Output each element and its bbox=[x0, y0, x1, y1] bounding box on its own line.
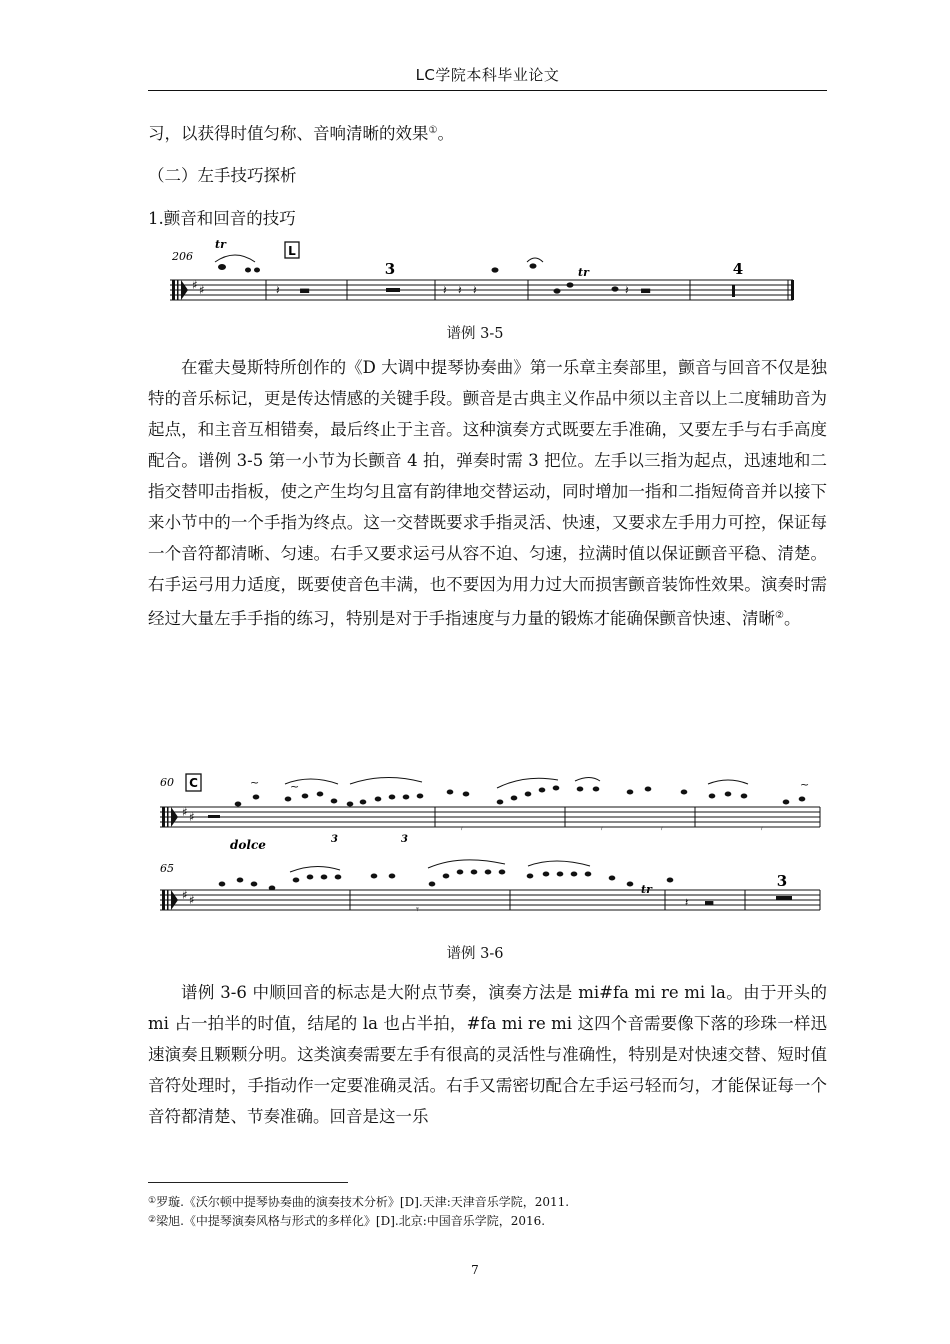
tuplet-mark: 3 bbox=[331, 834, 338, 845]
footnote-ref-1[interactable]: ① bbox=[428, 125, 438, 136]
page-number: 7 bbox=[471, 1263, 479, 1277]
multirest-count: 3 bbox=[384, 260, 396, 278]
running-header: LC学院本科毕业论文 bbox=[415, 66, 560, 84]
continued-line-text: 习，以获得时值匀称、音响清晰的效果 bbox=[148, 124, 429, 143]
svg-text:~: ~ bbox=[250, 776, 260, 789]
footnote-rule bbox=[148, 1182, 348, 1183]
measure-number-65: 65 bbox=[160, 862, 174, 875]
svg-text:𝄽: 𝄽 bbox=[685, 896, 689, 909]
svg-text:𝄽: 𝄽 bbox=[276, 283, 280, 297]
paragraph-turn: 谱例 3-6 中顺回音的标志是大附点节奏，演奏方法是 mi#fa mi re mi la。由于开头的 mi 占一拍半的时值，结尾的 la 也占半拍，#fa mi re mi 这四个音需要像下落的珍珠一样迅速演奏且颗颗分明。这类演奏需要左手有很高的灵活性与准确性，特别是对快速交替、短时值音符处理时，手指动作一定要准确灵活。右手又需密切配合左手运弓轻而匀，才能保证每一个音符都清楚、节奏准确。回音是这一乐 bbox=[148, 983, 827, 1126]
svg-text:♯: ♯ bbox=[189, 893, 195, 907]
svg-text:𝄽: 𝄽 bbox=[443, 283, 447, 297]
svg-text:𝄽: 𝄽 bbox=[625, 283, 629, 297]
svg-text:♯: ♯ bbox=[182, 805, 188, 819]
tuplet-mark-2: 3 bbox=[401, 834, 408, 845]
footnote-1-mark: ① bbox=[148, 1196, 157, 1206]
footnote-2-text: 梁旭.《中提琴演奏风格与形式的多样化》[D].北京:中国音乐学院，2016. bbox=[156, 1214, 546, 1228]
paragraph-trill bbox=[148, 352, 827, 634]
multirest-count-2: 4 bbox=[732, 260, 744, 278]
svg-text:~: ~ bbox=[800, 778, 810, 791]
svg-text:▬: ▬ bbox=[704, 896, 715, 909]
footnote-1 bbox=[148, 1193, 569, 1210]
multirest-count: 3 bbox=[776, 872, 788, 890]
svg-text:𝄾: 𝄾 bbox=[416, 903, 419, 916]
svg-text:𝄽: 𝄽 bbox=[473, 283, 477, 297]
paragraph-trill-text: 在霍夫曼斯特所创作的《D 大调中提琴协奏曲》第一乐章主奏部里，颤音与回音不仅是独特的音乐标记，更是传达情感的关键手段。颤音是古典主义作品中须以主音以上二度辅助音为起点，和主音互相错奏，最后终止于主音。这种演奏方式既要左手准确，又要左手与右手高度配合。谱例 3-5 第一小节为长颤音 4 拍，弹奏时需 3 把位。左手以三指为起点，迅速地和二指交替叩击指板，使之产生均匀且富有韵律地交替运动，同时增加一指和二指短倚音并以接下来小节中的一个手指为终点。这一交替既要求手指灵活、快速，又要求左手用力可控，保证每一个音符都清晰、匀速。右手又要求运弓从容不迫、匀速，拉满时值以保证颤音平稳、清楚。右手运弓用力适度，既要使音色丰满，也不要因为用力过大而损害颤音装饰性效果。演奏时需经过大量左手手指的练习，特别是对于手指速度与力量的锻炼才能确保颤音快速、清晰 bbox=[148, 358, 827, 628]
measure-number-60: 60 bbox=[160, 776, 174, 789]
continued-line bbox=[148, 120, 454, 144]
svg-text:▬: ▬ bbox=[299, 283, 311, 297]
rehearsal-mark: C bbox=[189, 776, 198, 790]
subsection-heading: 1.颤音和回音的技巧 bbox=[148, 209, 296, 228]
svg-text:♯: ♯ bbox=[182, 888, 188, 902]
svg-text:𝄾: 𝄾 bbox=[600, 822, 603, 835]
trill-mark: tr bbox=[215, 240, 226, 251]
svg-text:▬: ▬ bbox=[640, 283, 652, 297]
svg-text:𝄾: 𝄾 bbox=[660, 822, 663, 835]
dynamic-marking: dolce bbox=[230, 838, 266, 852]
header-rule bbox=[148, 90, 827, 91]
footnote-ref-2[interactable]: ② bbox=[775, 610, 784, 621]
paragraph-trill-end: 。 bbox=[783, 609, 801, 628]
section-heading: （二）左手技巧探析 bbox=[148, 166, 297, 185]
trill-mark-2: tr bbox=[578, 266, 589, 279]
svg-text:𝄽: 𝄽 bbox=[458, 283, 462, 297]
svg-text:♯: ♯ bbox=[199, 283, 205, 297]
figure-caption-3-5: 谱例 3-5 bbox=[446, 326, 504, 342]
svg-text:~: ~ bbox=[290, 780, 300, 793]
footnote-2 bbox=[148, 1212, 545, 1229]
svg-text:♯: ♯ bbox=[189, 810, 195, 824]
score-example-3-5 bbox=[160, 240, 800, 310]
footnote-2-mark: ② bbox=[148, 1215, 157, 1225]
svg-text:𝄾: 𝄾 bbox=[460, 822, 463, 835]
score-example-3-6 bbox=[160, 772, 830, 922]
footnote-1-text: 罗璇.《沃尔顿中提琴协奏曲的演奏技术分析》[D].天津:天津音乐学院，2011. bbox=[156, 1195, 570, 1209]
svg-text:♯: ♯ bbox=[192, 278, 198, 292]
rehearsal-mark: L bbox=[288, 244, 296, 258]
measure-number: 206 bbox=[172, 250, 193, 263]
figure-caption-3-6: 谱例 3-6 bbox=[446, 946, 504, 962]
svg-text:𝄾: 𝄾 bbox=[760, 822, 763, 835]
continued-line-end: 。 bbox=[437, 124, 454, 143]
trill-mark: tr bbox=[641, 883, 652, 896]
